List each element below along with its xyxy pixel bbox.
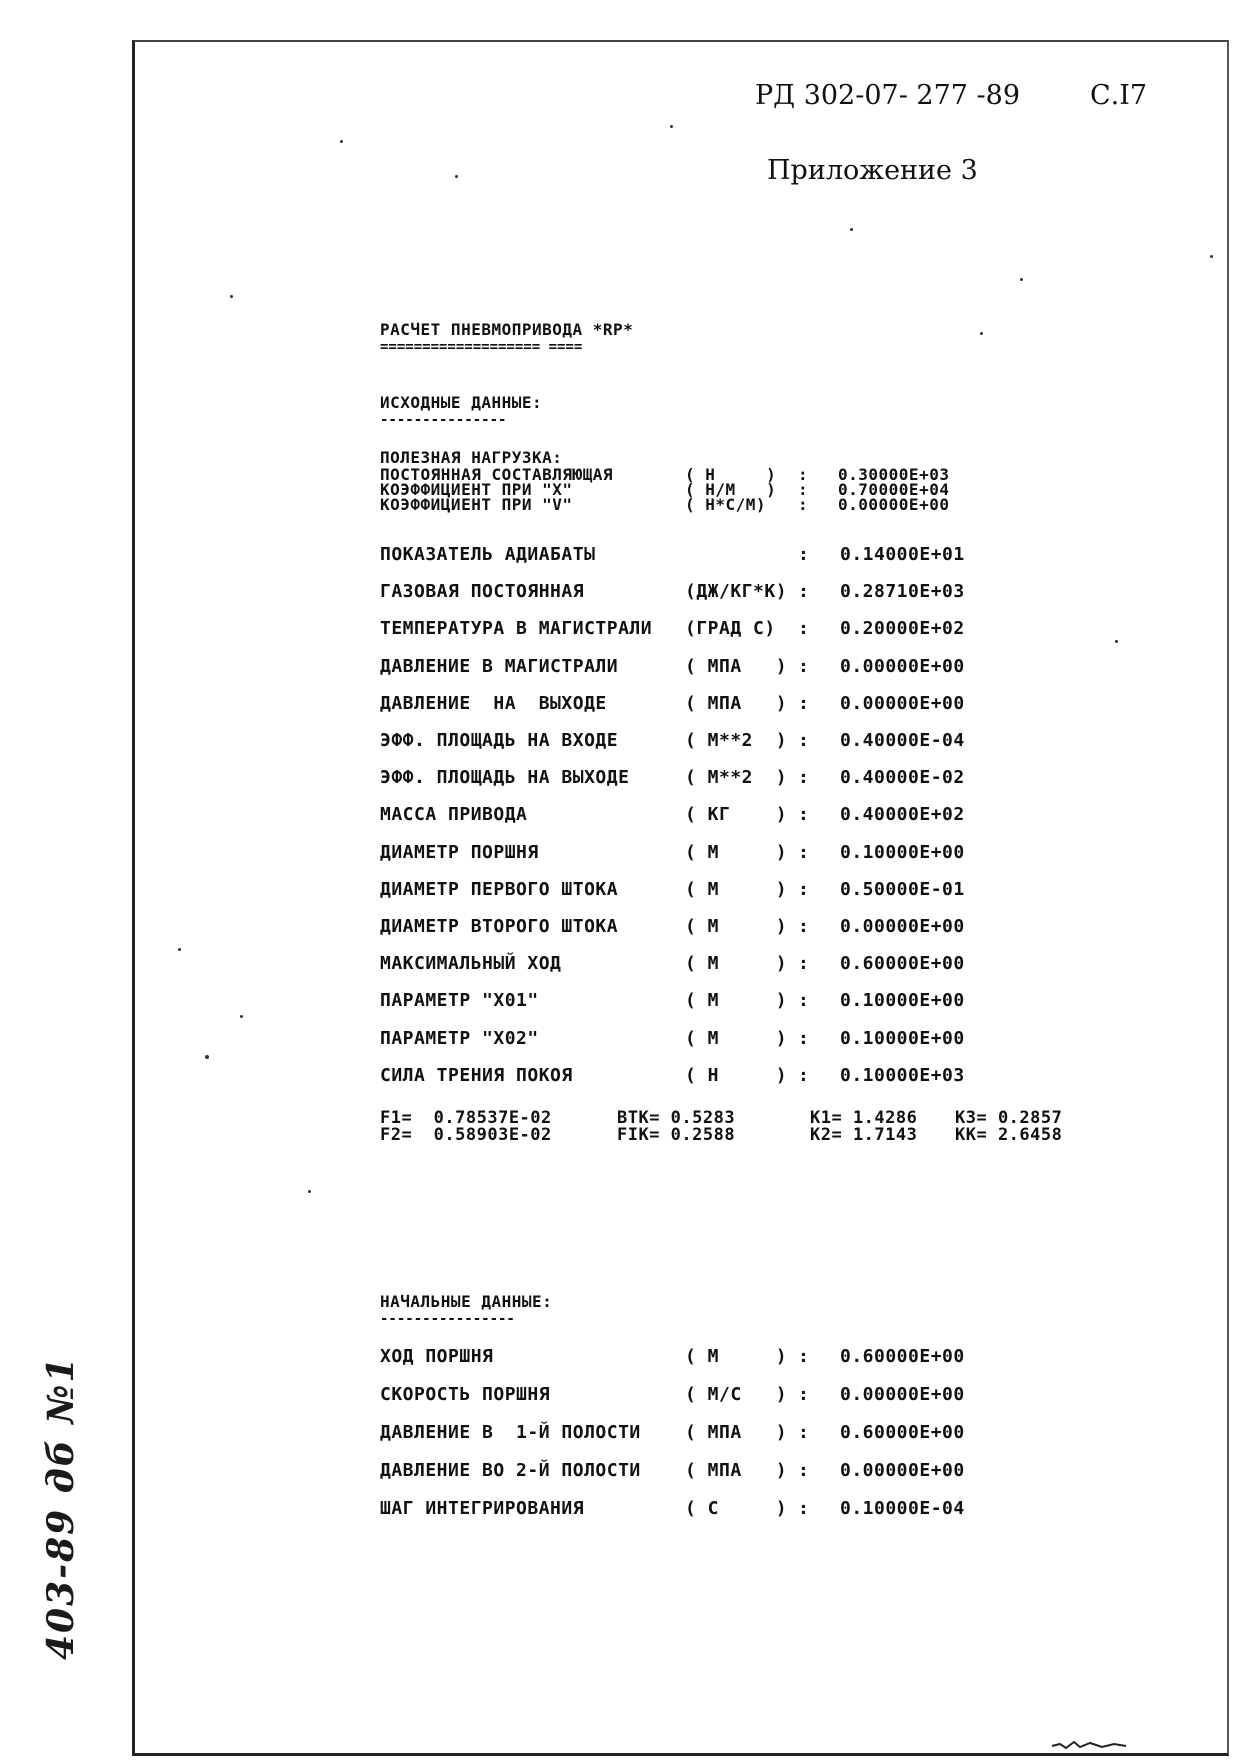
row-colon: : [798,1498,810,1519]
row-label: ДИАМЕТР ВТОРОГО ШТОКА [380,916,619,937]
row-colon: : [798,804,810,826]
row-label: ДАВЛЕНИЕ В 1-Й ПОЛОСТИ [380,1422,641,1443]
row-unit: (ДЖ/КГ*К) [685,581,788,603]
row-value: 0.60000E+00 [840,953,965,975]
row-colon: : [798,878,810,900]
row-value: 0.10000E+00 [840,1027,965,1049]
row-unit: ( М/С ) [685,1384,788,1405]
row-colon: : [798,1384,810,1405]
row-unit: ( Н/М ) [685,480,777,499]
coefficient-value: F2= 0.58903E-02 [380,1125,552,1145]
row-unit: ( М ) [685,841,788,863]
row-label: ЭФФ. ПЛОЩАДЬ НА ВЫХОДЕ [380,767,630,789]
row-value: 0.40000E-02 [840,767,965,789]
printout-title-underline: =================== ==== [380,339,583,355]
speck [205,1055,209,1059]
speck [230,295,233,298]
row-unit: ( М ) [685,878,788,900]
row-colon: : [798,495,809,514]
start-data-heading-underline: ---------------- [380,1311,515,1327]
document-code: РД 302-07- 277 -89 [755,80,1021,111]
row-unit: ( М ) [685,916,788,937]
handwritten-annotation: 403-89 дб №1 [40,1355,82,1660]
speck [1020,278,1023,281]
coefficient-value: F1= 0.78537E-02 [380,1108,552,1128]
row-colon: : [798,1346,810,1367]
row-colon: : [798,581,810,603]
row-value: 0.40000E-04 [840,730,965,751]
row-colon: : [798,1422,810,1443]
row-value: 0.00000E+00 [840,1384,965,1405]
row-unit: ( М ) [685,990,788,1012]
row-label: ДАВЛЕНИЕ ВО 2-Й ПОЛОСТИ [380,1460,641,1481]
appendix-label: Приложение 3 [767,155,978,186]
row-colon: : [798,655,810,677]
initial-data-heading: ИСХОДНЫЕ ДАННЫЕ: [380,393,543,412]
row-label: ПАРАМЕТР "X01" [380,990,539,1012]
row-unit: (ГРАД С) [685,618,776,640]
coefficient-value: K1= 1.4286 [810,1108,918,1128]
row-value: 0.10000E+00 [840,990,965,1012]
row-value: 0.00000E+00 [838,495,950,514]
row-unit: ( Н ) [685,1064,788,1086]
row-colon: : [798,480,809,499]
speck [340,140,343,143]
row-label: ПОКАЗАТЕЛЬ АДИАБАТЫ [380,544,596,565]
row-value: 0.00000E+00 [840,692,965,714]
speck [670,125,673,128]
row-unit: ( М**2 ) [685,730,788,751]
speck [1210,255,1213,258]
row-label: ДАВЛЕНИЕ НА ВЫХОДЕ [380,692,607,714]
row-unit: ( Н*С/М) [685,495,767,514]
row-colon: : [798,990,810,1012]
payload-heading: ПОЛЕЗНАЯ НАГРУЗКА: [380,448,563,467]
row-label: СКОРОСТЬ ПОРШНЯ [380,1384,551,1405]
row-label: ХОД ПОРШНЯ [380,1346,494,1367]
speck [178,948,181,951]
row-colon: : [798,1027,810,1049]
row-unit: ( М**2 ) [685,767,788,789]
row-colon: : [798,730,810,751]
row-value: 0.28710E+03 [840,581,965,603]
row-label: КОЭФФИЦИЕНТ ПРИ "V" [380,495,573,514]
row-value: 0.20000E+02 [840,618,965,640]
page-frame [132,40,1229,1756]
start-data-heading: НАЧАЛЬНЫЕ ДАННЫЕ: [380,1292,553,1311]
row-value: 0.70000E+04 [838,480,950,499]
row-value: 0.10000E+00 [840,841,965,863]
row-label: КОЭФФИЦИЕНТ ПРИ "X" [380,480,573,499]
row-unit: ( М ) [685,1027,788,1049]
row-colon: : [798,618,810,640]
row-colon: : [798,916,810,937]
speck [308,1190,311,1193]
row-colon: : [798,767,810,789]
coefficient-value: KK= 2.6458 [955,1125,1063,1145]
speck [850,228,853,231]
row-value: 0.00000E+00 [840,1460,965,1481]
row-value: 0.60000E+00 [840,1346,965,1367]
row-value: 0.10000E-04 [840,1498,965,1519]
row-value: 0.40000E+02 [840,804,965,826]
scribble-mark [1050,1732,1130,1752]
row-value: 0.00000E+00 [840,916,965,937]
row-value: 0.14000E+01 [840,544,965,565]
row-colon: : [798,465,809,484]
coefficient-value: K2= 1.7143 [810,1125,918,1145]
row-label: ДАВЛЕНИЕ В МАГИСТРАЛИ [380,655,619,677]
row-unit: ( М ) [685,953,788,975]
initial-data-heading-underline: --------------- [380,412,507,428]
row-label: МАССА ПРИВОДА [380,804,528,826]
row-colon: : [798,544,810,565]
row-unit: ( С ) [685,1498,788,1519]
row-label: ТЕМПЕРАТУРА В МАГИСТРАЛИ [380,618,653,640]
row-label: МАКСИМАЛЬНЫЙ ХОД [380,953,562,975]
row-unit: ( МПА ) [685,1422,788,1443]
row-unit: ( КГ ) [685,804,788,826]
row-value: 0.50000E-01 [840,878,965,900]
speck [1115,640,1118,643]
coefficient-value: FIK= 0.2588 [617,1125,736,1145]
coefficient-value: BTK= 0.5283 [617,1108,736,1128]
row-colon: : [798,841,810,863]
page-number: С.I7 [1090,80,1148,111]
row-value: 0.10000E+03 [840,1064,965,1086]
row-colon: : [798,692,810,714]
row-colon: : [798,1460,810,1481]
row-label: ПАРАМЕТР "X02" [380,1027,539,1049]
row-unit: ( МПА ) [685,655,788,677]
row-label: СИЛА ТРЕНИЯ ПОКОЯ [380,1064,573,1086]
row-value: 0.00000E+00 [840,655,965,677]
speck [455,175,458,178]
row-label: ДИАМЕТР ПОРШНЯ [380,841,539,863]
row-label: ПОСТОЯННАЯ СОСТАВЛЯЮЩАЯ [380,465,614,484]
row-value: 0.60000E+00 [840,1422,965,1443]
row-label: ДИАМЕТР ПЕРВОГО ШТОКА [380,878,619,900]
row-label: ЭФФ. ПЛОЩАДЬ НА ВХОДЕ [380,730,619,751]
row-label: ШАГ ИНТЕГРИРОВАНИЯ [380,1498,585,1519]
printout-title: РАСЧЕТ ПНЕВМОПРИВОДА *RP* [380,320,634,339]
row-label: ГАЗОВАЯ ПОСТОЯННАЯ [380,581,585,603]
row-value: 0.30000E+03 [838,465,950,484]
speck [980,332,983,335]
row-unit: ( М ) [685,1346,788,1367]
speck [240,1015,243,1018]
row-unit: ( МПА ) [685,692,788,714]
row-colon: : [798,953,810,975]
row-colon: : [798,1064,810,1086]
row-unit: ( МПА ) [685,1460,788,1481]
coefficient-value: K3= 0.2857 [955,1108,1063,1128]
row-unit: ( Н ) [685,465,777,484]
